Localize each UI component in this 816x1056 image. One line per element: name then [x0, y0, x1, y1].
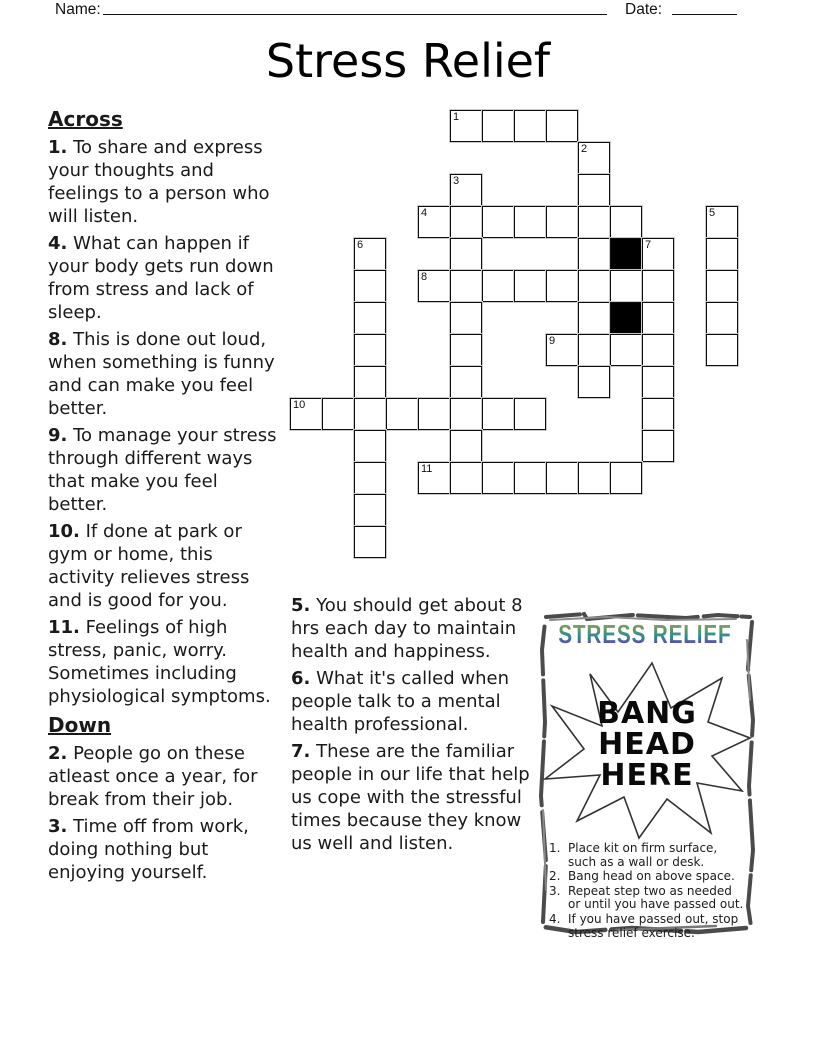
grid-cell[interactable] [482, 206, 514, 238]
clues-left-column [48, 108, 280, 888]
grid-cell[interactable] [354, 302, 386, 334]
kit-title: STRESS RELIEF KIT [558, 619, 775, 649]
grid-cell[interactable] [450, 302, 482, 334]
grid-cell[interactable] [642, 302, 674, 334]
down-clue-list-continued [291, 594, 532, 855]
grid-cell[interactable] [578, 334, 610, 366]
bang-head-text [540, 658, 754, 840]
cell-number: 10 [293, 399, 306, 411]
bang-head-line: HERE [600, 757, 694, 793]
cell-number: 1 [453, 111, 460, 123]
grid-cell[interactable] [354, 334, 386, 366]
instruction-number: 2. [549, 869, 561, 884]
down-clue-list [48, 742, 280, 884]
grid-cell-black [610, 238, 642, 270]
grid-cell[interactable] [418, 270, 450, 302]
cell-number: 3 [453, 175, 460, 187]
grid-cell[interactable] [706, 270, 738, 302]
grid-cell[interactable] [642, 366, 674, 398]
grid-cell[interactable] [642, 398, 674, 430]
cell-number: 8 [421, 271, 428, 283]
clue-number: 9. [48, 425, 68, 446]
kit-instruction-item [549, 870, 747, 884]
grid-cell[interactable] [546, 110, 578, 142]
instruction-text: Bang head on above space. [568, 869, 735, 884]
grid-cell[interactable] [610, 270, 642, 302]
cell-number: 5 [709, 207, 716, 219]
grid-cell[interactable] [706, 302, 738, 334]
grid-cell[interactable] [706, 334, 738, 366]
grid-cell[interactable] [546, 462, 578, 494]
clue-number: 10. [48, 521, 80, 542]
clue-number: 5. [291, 595, 311, 616]
clue-2: 2. People go on these atleast once a year, for break from their job. [48, 743, 258, 810]
grid-cell-black [610, 302, 642, 334]
grid-cell[interactable] [450, 238, 482, 270]
clue-1: 1. To share and express your thoughts and feelings to a person who will listen. [48, 137, 270, 227]
grid-cell[interactable] [450, 366, 482, 398]
clue-8: 8. This is done out loud, when something is funny and can make you feel better. [48, 329, 275, 419]
grid-cell[interactable] [642, 430, 674, 462]
grid-cell[interactable] [642, 270, 674, 302]
clue-number: 3. [48, 816, 68, 837]
instruction-number: 3. [549, 883, 561, 898]
grid-cell[interactable] [418, 462, 450, 494]
grid-cell[interactable] [354, 398, 386, 430]
grid-cell[interactable] [354, 494, 386, 526]
clue-4: 4. What can happen if your body gets run down from stress and lack of sleep. [48, 233, 274, 323]
kit-instruction-list [549, 842, 747, 941]
clue-number: 4. [48, 233, 68, 254]
across-heading: Across [48, 107, 123, 131]
worksheet-header [0, 0, 816, 22]
grid-cell[interactable] [354, 270, 386, 302]
clue-number: 8. [48, 329, 68, 350]
grid-cell[interactable] [354, 526, 386, 558]
bang-head-line: BANG [597, 695, 697, 731]
instruction-number: 4. [549, 911, 561, 926]
grid-cell[interactable] [322, 398, 354, 430]
kit-instruction-item [549, 913, 747, 940]
kit-instruction-item [549, 885, 747, 912]
grid-cell[interactable] [514, 462, 546, 494]
cell-number: 9 [549, 335, 556, 347]
grid-cell[interactable] [450, 430, 482, 462]
grid-cell[interactable] [418, 398, 450, 430]
grid-cell[interactable] [450, 270, 482, 302]
grid-cell[interactable] [514, 398, 546, 430]
clue-3: 3. Time off from work, doing nothing but enjoying yourself. [48, 816, 249, 883]
down-heading: Down [48, 713, 112, 737]
grid-cell[interactable] [450, 334, 482, 366]
grid-cell[interactable] [354, 430, 386, 462]
grid-cell[interactable] [514, 270, 546, 302]
crossword-grid [290, 110, 738, 558]
date-blank-line [672, 1, 737, 15]
grid-cell[interactable] [482, 398, 514, 430]
across-clue-list [48, 136, 280, 708]
grid-cell[interactable] [482, 270, 514, 302]
grid-cell[interactable] [290, 398, 322, 430]
grid-cell[interactable] [578, 206, 610, 238]
clue-number: 1. [48, 137, 68, 158]
instruction-text: If you have passed out, stop stress relief exercise. [568, 911, 739, 940]
clue-10: 10. If done at park or gym or home, this activity relieves stress and is good for you. [48, 521, 250, 611]
stress-relief-kit-graphic [536, 610, 775, 940]
bang-head-starburst [540, 658, 754, 840]
cell-number: 7 [645, 239, 652, 251]
grid-cell[interactable] [482, 462, 514, 494]
grid-cell[interactable] [418, 206, 450, 238]
instruction-text: Place kit on firm surface, such as a wall or desk. [568, 841, 718, 869]
grid-cell[interactable] [450, 462, 482, 494]
grid-cell[interactable] [514, 110, 546, 142]
grid-cell[interactable] [610, 206, 642, 238]
grid-cell[interactable] [546, 334, 578, 366]
date-label: Date: [625, 1, 663, 18]
grid-cell[interactable] [546, 206, 578, 238]
cell-number: 11 [421, 463, 433, 475]
grid-cell[interactable] [354, 238, 386, 270]
bang-head-line: HEAD [598, 726, 696, 762]
grid-cell[interactable] [610, 334, 642, 366]
grid-cell[interactable] [450, 398, 482, 430]
grid-cell[interactable] [642, 334, 674, 366]
clue-9: 9. To manage your stress through different ways that make you feel better. [48, 425, 277, 515]
grid-cell[interactable] [578, 462, 610, 494]
grid-cell[interactable] [450, 110, 482, 142]
grid-cell[interactable] [706, 238, 738, 270]
cell-number: 6 [357, 239, 364, 251]
grid-cell[interactable] [354, 366, 386, 398]
clue-number: 7. [291, 741, 311, 762]
grid-cell[interactable] [578, 366, 610, 398]
page-title: Stress Relief [265, 34, 551, 88]
kit-instruction-item [549, 842, 747, 869]
instruction-number: 1. [549, 841, 561, 855]
clue-number: 6. [291, 668, 311, 689]
clues-middle-column [291, 594, 532, 859]
grid-cell[interactable] [450, 174, 482, 206]
cell-number: 4 [421, 207, 428, 219]
clue-number: 11. [48, 617, 80, 638]
cell-number: 2 [581, 143, 588, 155]
grid-cell[interactable] [546, 270, 578, 302]
clue-7: 7. These are the familiar people in our life that help us cope with the stressful times because they know us well and listen. [291, 741, 530, 854]
instruction-text: Repeat step two as needed or until you have passed out. [568, 883, 744, 912]
grid-cell[interactable] [578, 142, 610, 174]
grid-cell[interactable] [578, 302, 610, 334]
grid-cell[interactable] [578, 270, 610, 302]
clue-6: 6. What it's called when people talk to a mental health professional. [291, 668, 509, 735]
grid-cell[interactable] [706, 206, 738, 238]
grid-cell[interactable] [354, 462, 386, 494]
grid-cell[interactable] [578, 238, 610, 270]
name-label: Name: [55, 1, 101, 18]
clue-5: 5. You should get about 8 hrs each day to maintain health and happiness. [291, 595, 523, 662]
clue-number: 2. [48, 743, 68, 764]
name-blank-line [103, 1, 607, 15]
grid-cell[interactable] [610, 462, 642, 494]
grid-cell[interactable] [514, 206, 546, 238]
grid-cell[interactable] [642, 238, 674, 270]
grid-cell[interactable] [386, 398, 418, 430]
grid-cell[interactable] [450, 206, 482, 238]
grid-cell[interactable] [578, 174, 610, 206]
clue-11: 11. Feelings of high stress, panic, worry. Sometimes including physiological symptoms. [48, 617, 271, 707]
grid-cell[interactable] [482, 110, 514, 142]
